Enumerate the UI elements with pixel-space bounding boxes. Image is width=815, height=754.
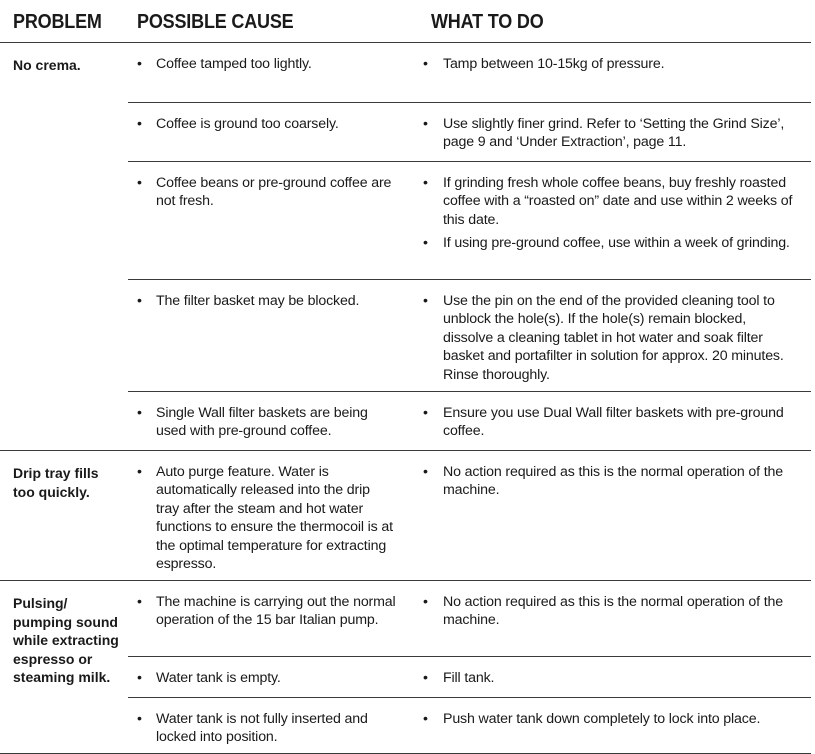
bullet-dot: • <box>137 175 142 191</box>
bullet-dot: • <box>423 235 428 252</box>
possible-cause-cell <box>128 280 422 391</box>
action-bullet <box>422 404 793 441</box>
possible-cause-cell <box>128 657 422 697</box>
problem-group <box>0 581 811 754</box>
problem-label: No crema. <box>13 57 81 73</box>
table-row <box>128 161 811 279</box>
action-text: Tamp between 10-15kg of pressure. <box>443 56 665 72</box>
what-to-do-cell <box>422 698 811 753</box>
cause-bullet <box>128 710 396 747</box>
cause-bullet <box>128 593 396 630</box>
table-row <box>128 43 811 102</box>
bullet-dot: • <box>137 594 142 610</box>
bullet-dot: • <box>423 711 428 727</box>
problem-label: Drip tray fills too quickly. <box>13 465 99 500</box>
cause-bullet <box>128 463 396 573</box>
bullet-dot: • <box>137 293 142 309</box>
cause-text: Water tank is empty. <box>156 670 281 686</box>
cause-text: Auto purge feature. Water is automatically released into the drip tray after the steam and hot water functions to ensure the thermocoil is at the optimal temperature for extracting espresso. <box>156 464 393 573</box>
action-text: Ensure you use Dual Wall filter baskets with pre-ground coffee. <box>443 405 784 440</box>
table-row <box>128 581 811 656</box>
bullet-dot: • <box>137 116 142 132</box>
cause-bullet <box>128 174 396 211</box>
cause-text: Water tank is not fully inserted and locked into position. <box>156 711 368 746</box>
cause-bullet <box>128 404 396 441</box>
what-to-do-cell <box>422 162 811 279</box>
what-to-do-cell <box>422 280 811 391</box>
cause-text: Coffee beans or pre-ground coffee are not fresh. <box>156 175 392 210</box>
action-text: Fill tank. <box>443 670 495 686</box>
cause-text: The filter basket may be blocked. <box>156 293 360 309</box>
problem-label: Pulsing/ pumping sound while extracting espresso or steaming milk. <box>13 595 119 685</box>
bullet-dot: • <box>137 56 142 72</box>
what-to-do-cell <box>422 581 811 656</box>
action-text: If using pre-ground coffee, use within a week of grinding. <box>443 235 790 252</box>
cause-bullet <box>128 669 396 687</box>
action-bullet <box>422 115 793 152</box>
action-bullet <box>422 669 793 687</box>
bullet-dot: • <box>137 405 142 421</box>
problem-group <box>0 43 811 451</box>
action-bullet <box>422 463 793 500</box>
cause-bullet <box>128 115 396 133</box>
cause-rows <box>128 451 811 580</box>
bullet-dot: • <box>423 175 428 191</box>
cause-text: Coffee tamped too lightly. <box>156 56 312 72</box>
possible-cause-cell <box>128 162 422 279</box>
action-bullet <box>422 174 793 229</box>
problem-group <box>0 451 811 581</box>
what-to-do-cell <box>422 103 811 161</box>
table-row <box>128 697 811 753</box>
bullet-dot: • <box>137 464 142 480</box>
table-header <box>0 0 811 43</box>
action-text: Use slightly finer grind. Refer to ‘Setting the Grind Size’, page 9 and ‘Under Extraction’, page 11. <box>443 116 785 151</box>
cause-rows <box>128 43 811 450</box>
possible-cause-cell <box>128 103 422 161</box>
table-row <box>128 279 811 391</box>
possible-cause-cell <box>128 581 422 656</box>
table-body <box>0 43 811 754</box>
bullet-dot: • <box>137 711 142 727</box>
possible-cause-cell <box>128 392 422 450</box>
cause-rows <box>128 581 811 753</box>
header-what-to-do: WHAT TO DO <box>431 11 544 33</box>
action-bullet <box>422 710 793 728</box>
cause-text: Coffee is ground too coarsely. <box>156 116 339 132</box>
action-text: No action required as this is the normal operation of the machine. <box>443 464 784 499</box>
possible-cause-cell <box>128 451 422 580</box>
action-bullet <box>422 593 793 630</box>
action-text: Push water tank down completely to lock into place. <box>443 711 761 727</box>
bullet-dot: • <box>423 293 428 309</box>
table-row <box>128 102 811 161</box>
action-bullet <box>422 234 793 252</box>
header-problem: PROBLEM <box>13 11 102 33</box>
bullet-dot: • <box>423 116 428 132</box>
bullet-dot: • <box>137 670 142 686</box>
cause-text: The machine is carrying out the normal operation of the 15 bar Italian pump. <box>156 594 396 629</box>
cause-text: Single Wall filter baskets are being used with pre-ground coffee. <box>156 405 368 440</box>
bullet-dot: • <box>423 56 428 72</box>
table-row <box>128 451 811 580</box>
what-to-do-cell <box>422 451 811 580</box>
possible-cause-cell <box>128 698 422 753</box>
action-text: Use the pin on the end of the provided cleaning tool to unblock the hole(s). If the hole(s) remain blocked, dissolve a cleaning tablet in hot water and soak filter basket and portafilter in solution for approx. 20 minutes. Rinse thoroughly. <box>443 293 784 383</box>
table-row <box>128 656 811 697</box>
bullet-dot: • <box>423 405 428 421</box>
cause-bullet <box>128 292 396 310</box>
table-row <box>128 391 811 450</box>
possible-cause-cell <box>128 43 422 102</box>
what-to-do-cell <box>422 43 811 102</box>
action-text: If grinding fresh whole coffee beans, buy freshly roasted coffee with a “roasted on” date and use within 2 weeks of this date. <box>443 175 793 228</box>
bullet-dot: • <box>423 594 428 610</box>
action-bullet <box>422 55 793 73</box>
what-to-do-cell <box>422 657 811 697</box>
action-bullet <box>422 292 793 384</box>
bullet-dot: • <box>423 670 428 686</box>
cause-bullet <box>128 55 396 73</box>
bullet-dot: • <box>423 464 428 480</box>
header-possible-cause: POSSIBLE CAUSE <box>137 11 294 33</box>
action-text: No action required as this is the normal operation of the machine. <box>443 594 784 629</box>
what-to-do-cell <box>422 392 811 450</box>
